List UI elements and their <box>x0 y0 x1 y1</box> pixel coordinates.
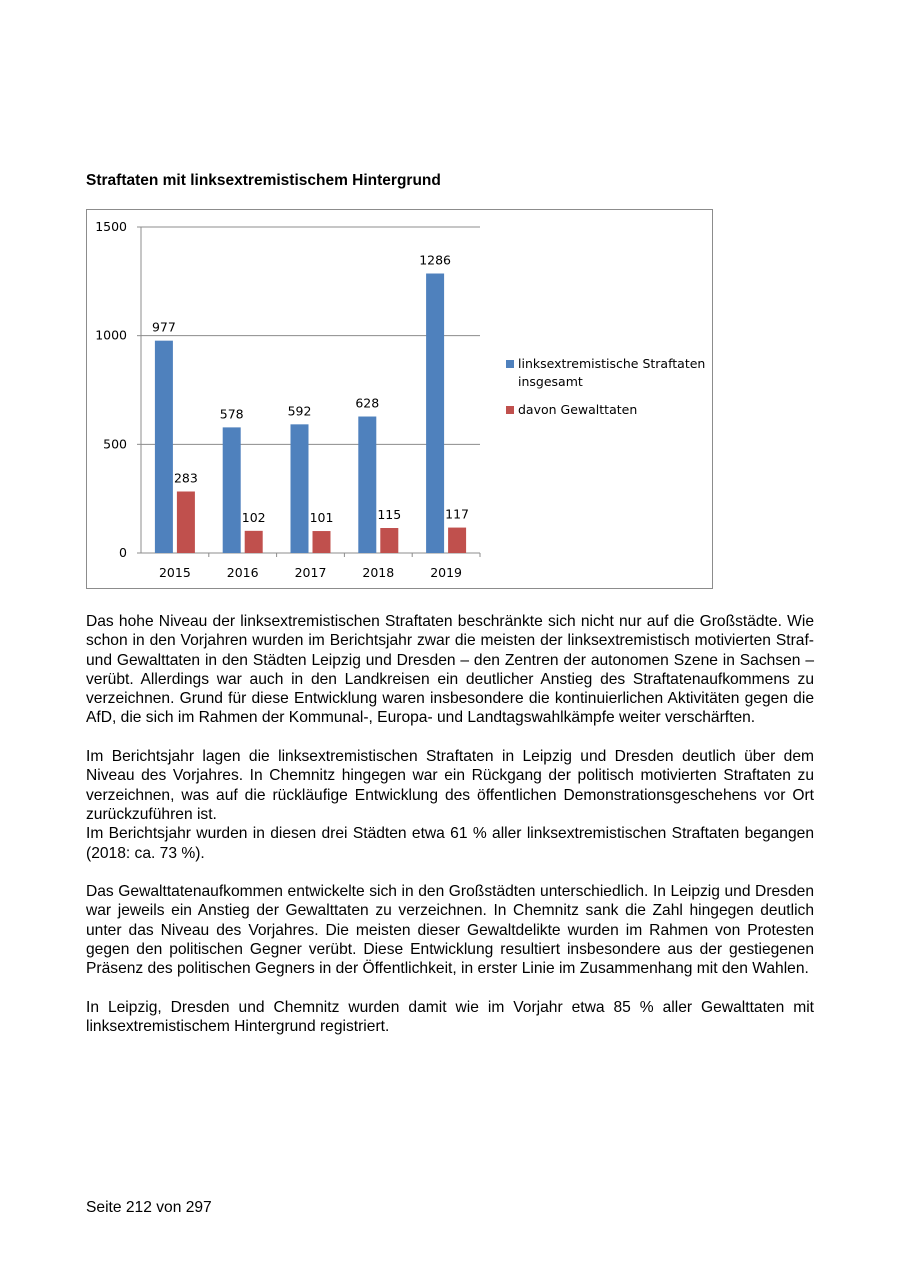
y-tick-label: 1000 <box>95 327 127 343</box>
data-label: 102 <box>241 509 266 525</box>
bar-violent <box>380 528 398 553</box>
page-footer: Seite 212 von 297 <box>86 1199 212 1216</box>
bar-total <box>358 417 376 553</box>
data-label: 628 <box>355 395 380 411</box>
x-tick-label: 2017 <box>294 565 327 580</box>
x-tick-label: 2019 <box>430 565 463 580</box>
legend-label: insgesamt <box>518 374 583 389</box>
bar-total <box>155 341 173 553</box>
data-label: 578 <box>219 406 244 422</box>
legend-label: linksextremistische Straftaten <box>518 356 706 371</box>
data-label: 115 <box>377 507 402 523</box>
x-tick-label: 2015 <box>158 565 191 580</box>
data-label: 283 <box>173 470 198 486</box>
data-label: 117 <box>445 506 470 522</box>
x-tick-label: 2018 <box>362 565 395 580</box>
paragraph-4: Das Gewalttatenaufkommen entwickelte sich in den Großstädten unterschiedlich. In Leipzig und Dresden war jeweils ein Anstieg der Gewalttaten zu verzeichnen. In Chemnitz sank die Zahl hingegen deutlich unter das Niveau des Vorjahres. Die meisten dieser Gewaltdelikte wurden im Rahmen von Protesten gegen den politischen Gegner verübt. Diese Entwicklung resultiert insbesondere aus der gestiegenen Präsenz des politischen Gegners in der Öffentlichkeit, in erster Linie im Zusammenhang mit den Wahlen. <box>86 883 814 978</box>
bar-violent <box>177 491 195 553</box>
chart-title: Straftaten mit linksextremistischem Hintergrund <box>86 172 441 189</box>
data-label: 101 <box>309 510 334 526</box>
paragraph-5: In Leipzig, Dresden und Chemnitz wurden damit wie im Vorjahr etwa 85 % aller Gewalttaten mit linksextremistischem Hintergrund registriert. <box>86 998 814 1036</box>
bar-violent <box>448 528 466 553</box>
bar-chart <box>87 210 714 590</box>
y-tick-label: 500 <box>103 436 127 452</box>
legend-swatch <box>506 360 514 368</box>
bar-violent <box>245 531 263 553</box>
data-label: 977 <box>151 319 176 335</box>
y-tick-label: 1500 <box>95 219 127 234</box>
x-tick-label: 2016 <box>226 565 259 580</box>
paragraph-2: Im Berichtsjahr lagen die linksextremistischen Straftaten in Leipzig und Dresden deutlich über dem Niveau des Vorjahres. In Chemnitz hingegen war ein Rückgang der politisch motivierten Straftaten zu verzeichnen, was auf die rückläufige Entwicklung des öffentlichen Demonstrationsgeschehens vor Ort zurückzuführen ist. <box>86 748 814 823</box>
bar-total <box>426 274 444 553</box>
legend-label: davon Gewalttaten <box>518 402 638 417</box>
legend-swatch <box>506 406 514 414</box>
paragraph-3: Im Berichtsjahr wurden in diesen drei Städten etwa 61 % aller linksextremistischen Straftaten begangen (2018: ca. 73 %). <box>86 825 814 862</box>
bar-total <box>291 424 309 553</box>
y-tick-label: 0 <box>119 545 127 560</box>
data-label: 592 <box>287 403 312 419</box>
bar-total <box>223 427 241 553</box>
paragraph-1: Das hohe Niveau der linksextremistischen Straftaten beschränkte sich nicht nur auf die Großstädte. Wie schon in den Vorjahren wurden im Berichtsjahr zwar die meisten der linksextremistisch motivierten Straf- und Gewalttaten in den Städten Leipzig und Dresden – den Zentren der autonomen Szene in Sachsen – verübt. Allerdings war auch in den Landkreisen ein deutlicher Anstieg des Straftatenaufkommens zu verzeichnen. Grund für diese Entwicklung waren insbesondere die kontinuierlichen Aktivitäten gegen die AfD, die sich im Rahmen der Kommunal-, Europa- und Landtagswahlkämpfe weiter verschärften. <box>86 613 814 727</box>
data-label: 1286 <box>419 252 452 268</box>
body-text <box>86 612 814 1056</box>
bar-violent <box>313 531 331 553</box>
chart-container <box>86 209 713 589</box>
